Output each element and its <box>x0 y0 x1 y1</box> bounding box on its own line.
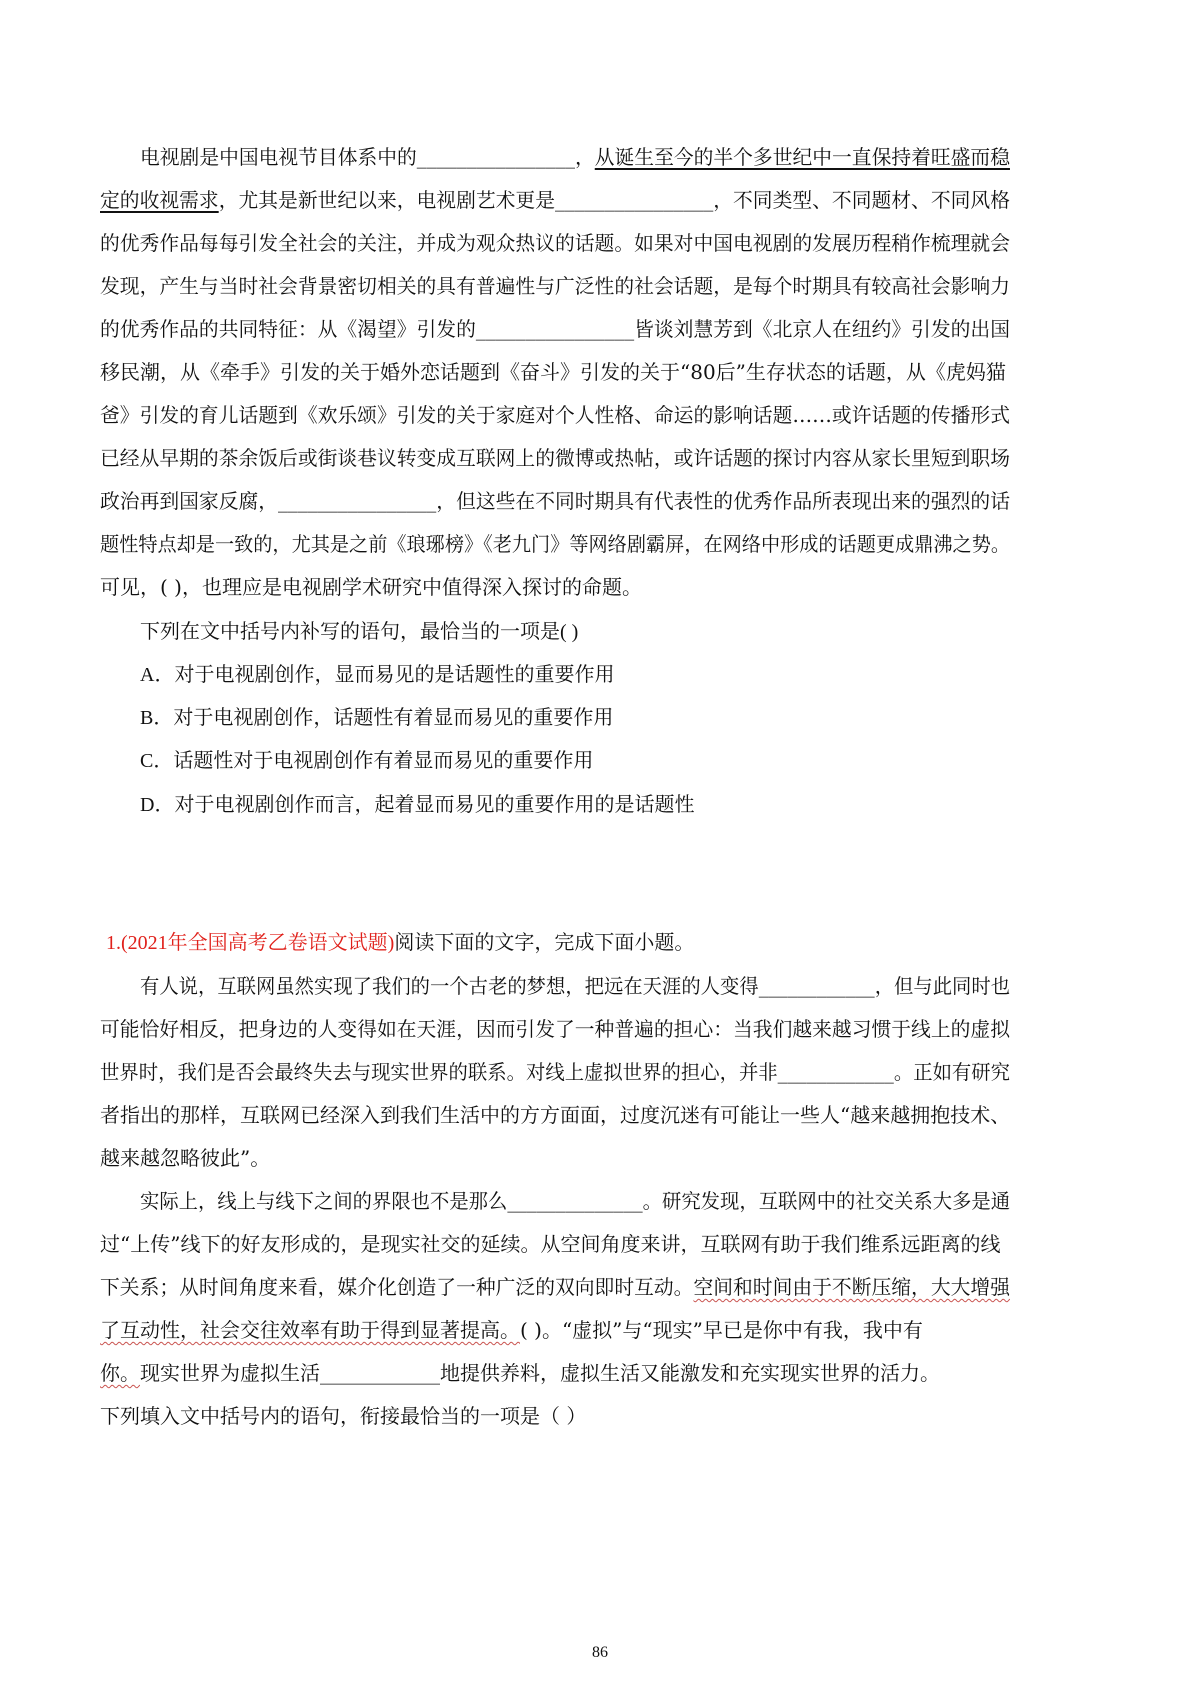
passage2-line-4: 者指出的那样，互联网已经深入到我们生活中的方方面面，过度沉迷有可能让一些人“越来越拥抱技术、 <box>100 1103 1011 1127</box>
question2-header <box>106 928 694 958</box>
passage1-line-4: 发现，产生与当时社会背景密切相关的具有普遍性与广泛性的社会话题，是每个时期具有较高社会影响力 <box>100 274 1010 298</box>
passage1-line-9: 政治再到国家反腐，________________，但这些在不同时期具有代表性的优秀作品所表现出来的强烈的话 <box>100 489 1010 513</box>
question2-stem: 下列填入文中括号内的语句，衔接最恰当的一项是（ ） <box>100 1404 587 1428</box>
passage2-line-6: 实际上，线上与线下之间的界限也不是那么______________。研究发现，互联网中的社交关系大多是通 <box>140 1189 1011 1213</box>
question1-stem: 下列在文中括号内补写的语句，最恰当的一项是( ) <box>140 621 579 643</box>
passage2-line-7: 过“上传”线下的好友形成的，是现实社交的延续。从空间角度来讲，互联网有助于我们维系远距离的线 <box>100 1232 1001 1256</box>
passage1-line-6: 移民潮，从《牵手》引发的关于婚外恋话题到《奋斗》引发的关于“80后”生存状态的话题，从《虎妈猫 <box>100 360 1006 384</box>
passage2-line-3: 世界时，我们是否会最终失去与现实世界的联系。对线上虚拟世界的担心，并非____________。正如有研究 <box>100 1060 1011 1084</box>
wavy-underlined-phrase: 你。 <box>100 1361 140 1385</box>
passage1-line-3: 的优秀作品每每引发全社会的关注，并成为观众热议的话题。如果对中国电视剧的发展历程稍作梳理就会 <box>100 231 1010 255</box>
underlined-phrase: 定的收视需求 <box>100 188 219 212</box>
page-number: 86 <box>592 1644 608 1661</box>
passage1-line-8: 已经从早期的茶余饭后或街谈巷议转变成互联网上的微博或热帖，或许话题的探讨内容从家长里短到职场 <box>100 446 1010 470</box>
question-source: (2021年全国高考乙卷语文试题) <box>121 932 395 954</box>
passage1-line-11: 可见，( )，也理应是电视剧学术研究中值得深入探讨的命题。 <box>100 575 642 599</box>
passage2-line-5: 越来越忽略彼此”。 <box>100 1146 271 1170</box>
passage1-line-5: 的优秀作品的共同特征：从《渴望》引发的________________皆谈刘慧芳到《北京人在纽约》引发的出国 <box>100 317 1010 341</box>
underlined-phrase: 从诞生至今的半个多世纪中一直保持着旺盛而稳 <box>594 145 1010 169</box>
passage2-line-2: 可能恰好相反，把身边的人变得如在天涯，因而引发了一种普遍的担心：当我们越来越习惯于线上的虚拟 <box>100 1017 1010 1041</box>
passage2-line-10: 你。现实世界为虚拟生活____________地提供养料，虚拟生活又能激发和充实现实世界的活力。 <box>100 1361 940 1385</box>
question1-option-a: A．对于电视剧创作，显而易见的是话题性的重要作用 <box>140 664 615 686</box>
passage1-line-1: 电视剧是中国电视节目体系中的________________，从诞生至今的半个多世纪中一直保持着旺盛而稳 <box>140 145 1010 169</box>
passage2-line-9: 了互动性，社会交往效率有助于得到显著提高。( )。“虚拟”与“现实”早已是你中有我，我中有 <box>100 1318 923 1342</box>
question-number: 1. <box>106 932 121 954</box>
passage2-line-8: 下关系；从时间角度来看，媒介化创造了一种广泛的双向即时互动。空间和时间由于不断压缩，大大增强 <box>100 1275 1010 1299</box>
passage1-line-10: 题性特点却是一致的，尤其是之前《琅琊榜》《老九门》等网络剧霸屏，在网络中形成的话题更成鼎沸之势。 <box>100 532 1011 556</box>
wavy-underlined-phrase: 了互动性，社会交往效率有助于得到显著提高。 <box>100 1318 520 1342</box>
passage2-line-1: 有人说，互联网虽然实现了我们的一个古老的梦想，把远在天涯的人变得____________，但与此同时也 <box>140 974 1011 998</box>
question1-option-d: D．对于电视剧创作而言，起着显而易见的重要作用的是话题性 <box>140 794 695 816</box>
question-instruction: 阅读下面的文字，完成下面小题。 <box>394 932 695 954</box>
passage1-line-2: 定的收视需求，尤其是新世纪以来，电视剧艺术更是________________，不同类型、不同题材、不同风格 <box>100 188 1010 212</box>
wavy-underlined-phrase: 空间和时间由于不断压缩，大大增强 <box>693 1275 1010 1299</box>
question1-option-c: C．话题性对于电视剧创作有着显而易见的重要作用 <box>140 750 594 772</box>
passage1-line-7: 爸》引发的育儿话题到《欢乐颂》引发的关于家庭对个人性格、命运的影响话题……或许话题的传播形式 <box>100 403 1010 427</box>
question1-option-b: B．对于电视剧创作，话题性有着显而易见的重要作用 <box>140 707 614 729</box>
